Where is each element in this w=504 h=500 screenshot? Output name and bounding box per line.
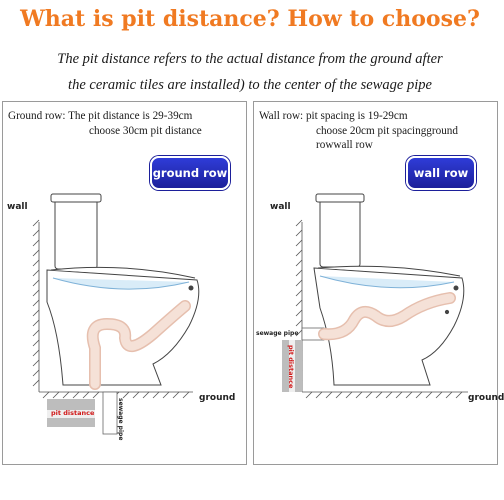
page-title: What is pit distance? How to choose?	[20, 6, 480, 32]
wall-row-line-2: choose 20cm pit spacingground	[316, 124, 458, 137]
ground-hatch	[302, 392, 468, 398]
sewage-pipe-stub	[103, 392, 117, 434]
toilet-outline	[314, 194, 464, 385]
ground-label: ground	[199, 393, 236, 403]
ground-row-toilet-diagram	[3, 102, 248, 466]
wall-label: wall	[270, 202, 291, 212]
wall-row-panel	[253, 101, 504, 465]
subtitle	[0, 46, 500, 98]
wall-label: wall	[7, 202, 28, 212]
ground-row-line-2: choose 30cm pit distance	[89, 124, 202, 137]
sewage-pipe-label: sewage pipe	[117, 398, 124, 441]
wall-hatch	[33, 220, 39, 392]
pit-distance-label: pit distance	[287, 345, 295, 389]
ground-row-line-1: Ground row: The pit distance is 29-39cm	[8, 110, 193, 122]
wall-row-line-1: Wall row: pit spacing is 19-29cm	[259, 110, 408, 122]
wall-row-line-3: rowwall row	[316, 139, 373, 151]
ground-row-badge: ground row	[150, 156, 230, 190]
subtitle-line-2: the ceramic tiles are installed) to the center of the sewage pipe	[68, 77, 432, 93]
wall-row-toilet-diagram	[254, 102, 499, 466]
wall-row-badge: wall row	[406, 156, 476, 190]
ground-row-panel	[2, 101, 247, 465]
sewage-pipe-label: sewage pipe	[256, 330, 299, 337]
pit-distance-label: pit distance	[51, 409, 95, 417]
ground-label: ground	[468, 393, 504, 403]
toilet-outline	[47, 194, 199, 385]
subtitle-line-1: The pit distance refers to the actual distance from the ground after	[57, 51, 443, 67]
